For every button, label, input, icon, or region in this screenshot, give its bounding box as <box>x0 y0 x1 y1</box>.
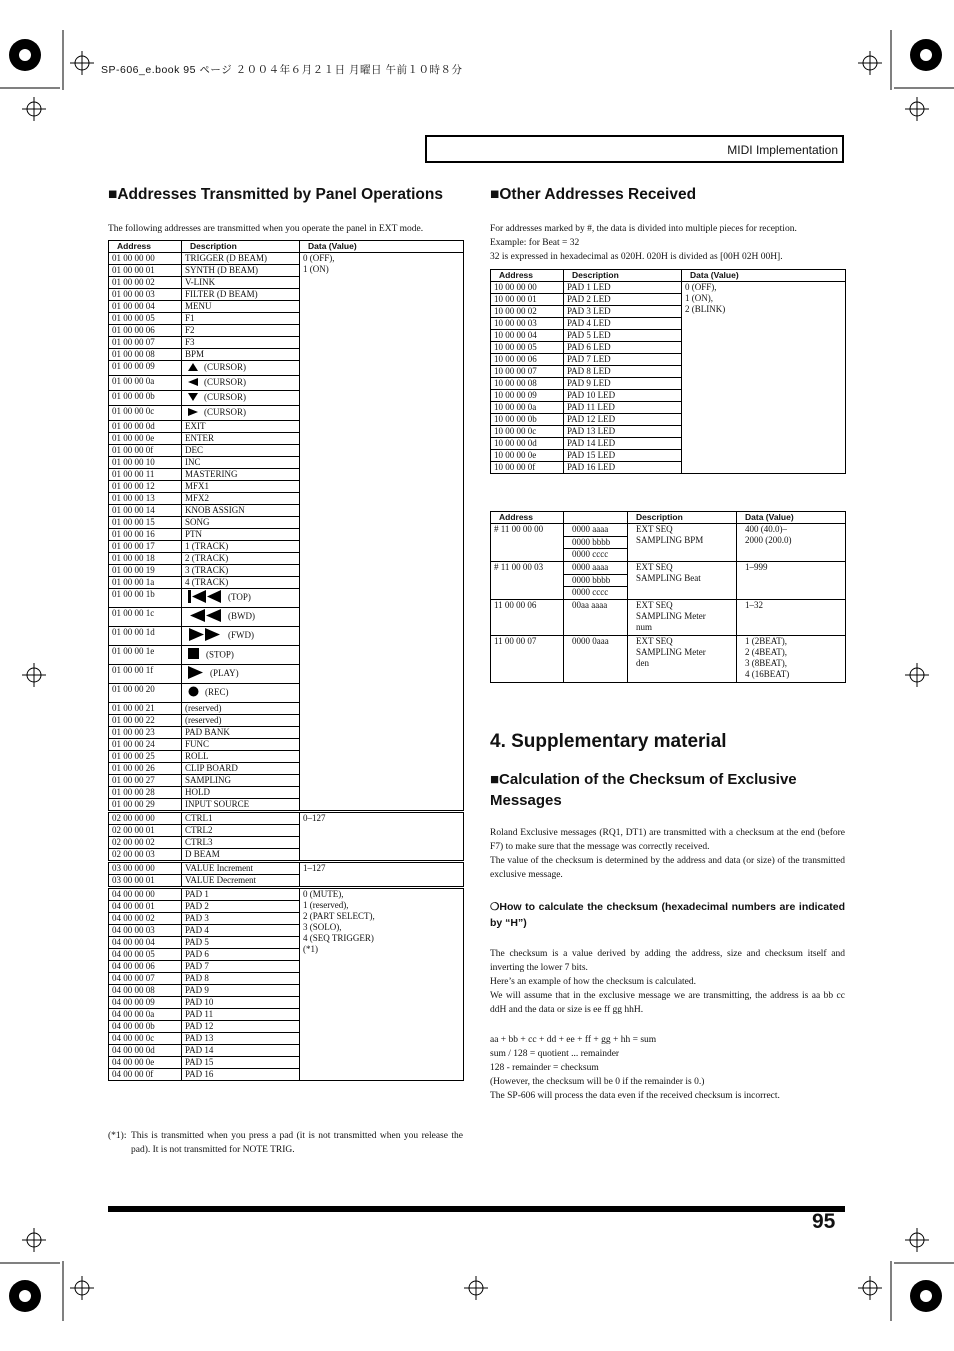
description-cell: HOLD <box>182 787 300 799</box>
description-cell: PAD 3 <box>182 913 300 925</box>
description-cell: F1 <box>182 313 300 325</box>
description-cell: VALUE Decrement <box>182 875 300 888</box>
address-cell: 10 00 00 0c <box>491 426 564 438</box>
col-description: Description <box>628 512 737 524</box>
checksum-formula <box>490 1033 845 1103</box>
table-row <box>491 600 846 636</box>
address-cell: 01 00 00 00 <box>109 253 182 265</box>
description-label: (CURSOR) <box>204 377 247 388</box>
skip-to-top-icon <box>188 590 222 606</box>
fast-forward-icon <box>188 628 222 644</box>
description-cell: MFX2 <box>182 493 300 505</box>
table-row <box>491 524 846 537</box>
description-cell: PAD 3 LED <box>564 306 682 318</box>
formula-line-5: The SP-606 will process the data even if the received checksum is incorrect. <box>490 1091 780 1101</box>
address-cell: 01 00 00 18 <box>109 553 182 565</box>
record-icon <box>188 686 199 700</box>
description-cell <box>182 684 300 703</box>
description-cell: 1 (TRACK) <box>182 541 300 553</box>
formula-line-2: sum / 128 = quotient ... remainder <box>490 1049 620 1059</box>
address-cell: 01 00 00 05 <box>109 313 182 325</box>
address-cell: 01 00 00 17 <box>109 541 182 553</box>
description-cell: MFX1 <box>182 481 300 493</box>
description-cell <box>182 608 300 627</box>
address-cell: 04 00 00 09 <box>109 997 182 1009</box>
triangle-left-icon <box>188 378 198 389</box>
address-cell: 01 00 00 20 <box>109 684 182 703</box>
right-intro <box>490 222 845 264</box>
description-cell: DEC <box>182 445 300 457</box>
description-cell <box>182 376 300 391</box>
description-cell: FUNC <box>182 739 300 751</box>
address-cell: 01 00 00 22 <box>109 715 182 727</box>
description-cell: EXIT <box>182 421 300 433</box>
description-cell: PAD 9 <box>182 985 300 997</box>
description-cell: PAD 10 LED <box>564 390 682 402</box>
description-cell: F2 <box>182 325 300 337</box>
description-label: (BWD) <box>228 611 255 622</box>
description-cell: PAD 12 <box>182 1021 300 1033</box>
address-cell: 01 00 00 0c <box>109 406 182 421</box>
address-cell: 04 00 00 06 <box>109 961 182 973</box>
address-cell: 01 00 00 0f <box>109 445 182 457</box>
intro-line-2: Example: for Beat = 32 <box>490 238 580 248</box>
address-cell: 03 00 00 00 <box>109 862 182 875</box>
description-cell: PAD 12 LED <box>564 414 682 426</box>
table-row <box>491 562 846 575</box>
para-2: The value of the checksum is determined by the address and data (or size) of the transmitted exclusive message. <box>490 856 845 880</box>
play-icon <box>188 666 204 682</box>
description-cell: F3 <box>182 337 300 349</box>
formula-line-4: (However, the checksum will be 0 if the remainder is 0.) <box>490 1077 705 1087</box>
address-cell: 02 00 00 01 <box>109 825 182 837</box>
checksum-text-block <box>490 826 845 882</box>
footer-rule <box>108 1206 845 1212</box>
address-cell: 10 00 00 0a <box>491 402 564 414</box>
description-cell: EXT SEQ SAMPLING Beat <box>628 562 737 600</box>
address-cell: 01 00 00 24 <box>109 739 182 751</box>
left-intro: The following addresses are transmitted when you operate the panel in EXT mode. <box>108 224 424 234</box>
address-cell: 01 00 00 23 <box>109 727 182 739</box>
description-cell: PAD 14 <box>182 1045 300 1057</box>
address-cell: 01 00 00 21 <box>109 703 182 715</box>
page-number: 95 <box>812 1210 836 1233</box>
col-data-value: Data (Value) <box>300 241 464 253</box>
footnote-text: This is transmitted when you press a pad (it is not transmitted when you release the pad). It is not transmitted for NOTE TRIG. <box>131 1131 463 1155</box>
address-cell: 01 00 00 02 <box>109 277 182 289</box>
table-row <box>491 282 846 294</box>
description-cell <box>182 391 300 406</box>
description-cell: EXT SEQ SAMPLING Meter den <box>628 636 737 683</box>
address-cell: 01 00 00 12 <box>109 481 182 493</box>
address-cell: 04 00 00 0b <box>109 1021 182 1033</box>
address-cell: 01 00 00 1e <box>109 646 182 665</box>
address-cell: 10 00 00 04 <box>491 330 564 342</box>
table-row <box>109 253 464 265</box>
table-row <box>109 888 464 901</box>
value-cell: 1 (2BEAT), 2 (4BEAT), 3 (8BEAT), 4 (16BEAT) <box>737 636 846 683</box>
col-address: Address <box>491 512 564 524</box>
address-cell: 03 00 00 01 <box>109 875 182 888</box>
description-cell: 2 (TRACK) <box>182 553 300 565</box>
description-cell: PAD 5 <box>182 937 300 949</box>
address-cell: 10 00 00 08 <box>491 378 564 390</box>
triangle-down-icon <box>188 393 198 404</box>
description-cell: MENU <box>182 301 300 313</box>
address-cell: 01 00 00 04 <box>109 301 182 313</box>
description-label: (REC) <box>205 687 229 698</box>
description-cell: PAD 8 <box>182 973 300 985</box>
description-cell: V-LINK <box>182 277 300 289</box>
running-header-box <box>425 135 844 163</box>
description-cell: PAD 15 LED <box>564 450 682 462</box>
description-cell <box>182 589 300 608</box>
para-5: We will assume that in the exclusive message we are transmitting, the address is aa bb cc ddH and the data or size is ee ff gg hhH. <box>490 991 845 1015</box>
description-cell: KNOB ASSIGN <box>182 505 300 517</box>
col-address: Address <box>491 270 564 282</box>
byte-cell: 0000 cccc <box>564 549 628 562</box>
checksum-explanation <box>490 947 845 1017</box>
address-cell: 10 00 00 03 <box>491 318 564 330</box>
address-cell: 01 00 00 11 <box>109 469 182 481</box>
description-cell: CLIP BOARD <box>182 763 300 775</box>
address-cell: 01 00 00 13 <box>109 493 182 505</box>
description-label: (FWD) <box>228 630 254 641</box>
value-cell: 0–127 <box>300 812 464 862</box>
ext-seq-table <box>490 511 846 683</box>
triangle-up-icon <box>188 363 198 374</box>
address-cell: 04 00 00 08 <box>109 985 182 997</box>
description-cell: PTN <box>182 529 300 541</box>
address-cell: 01 00 00 29 <box>109 799 182 812</box>
description-label: (CURSOR) <box>204 392 247 403</box>
address-cell: 02 00 00 02 <box>109 837 182 849</box>
description-cell: INC <box>182 457 300 469</box>
para-3: The checksum is a value derived by adding the address, size and checksum itself and inverting the lower 7 bits. <box>490 949 845 973</box>
address-cell: 01 00 00 14 <box>109 505 182 517</box>
address-cell: 10 00 00 02 <box>491 306 564 318</box>
byte-cell: 00aa aaaa <box>564 600 628 636</box>
address-cell: 10 00 00 0b <box>491 414 564 426</box>
rewind-icon <box>188 609 222 625</box>
description-cell: 4 (TRACK) <box>182 577 300 589</box>
address-cell: 01 00 00 09 <box>109 361 182 376</box>
byte-cell: 0000 aaaa <box>564 562 628 575</box>
description-cell: (reserved) <box>182 715 300 727</box>
print-header: SP-606_e.book 95 ページ ２００４年６月２１日 月曜日 午前１０時８分 <box>101 64 463 76</box>
address-cell: 11 00 00 07 <box>491 636 564 683</box>
description-cell: PAD 9 LED <box>564 378 682 390</box>
address-cell: 01 00 00 03 <box>109 289 182 301</box>
address-cell: # 11 00 00 03 <box>491 562 564 600</box>
table-row <box>491 636 846 683</box>
led-address-table <box>490 269 846 474</box>
description-cell: CTRL1 <box>182 812 300 825</box>
byte-cell: 0000 bbbb <box>564 574 628 587</box>
triangle-right-icon <box>188 408 198 419</box>
address-cell: 01 00 00 1a <box>109 577 182 589</box>
intro-line-1: For addresses marked by #, the data is divided into multiple pieces for reception. <box>490 224 797 234</box>
address-cell: 01 00 00 19 <box>109 565 182 577</box>
address-cell: 10 00 00 01 <box>491 294 564 306</box>
address-cell: 01 00 00 0a <box>109 376 182 391</box>
description-cell: PAD 6 <box>182 949 300 961</box>
description-cell: PAD 4 LED <box>564 318 682 330</box>
table-row <box>109 812 464 825</box>
address-cell: 01 00 00 08 <box>109 349 182 361</box>
address-cell: 04 00 00 05 <box>109 949 182 961</box>
address-cell: 11 00 00 06 <box>491 600 564 636</box>
value-cell: 1–32 <box>737 600 846 636</box>
address-cell: 01 00 00 1c <box>109 608 182 627</box>
byte-cell: 0000 bbbb <box>564 536 628 549</box>
table-row <box>109 862 464 875</box>
description-cell: VALUE Increment <box>182 862 300 875</box>
address-cell: 01 00 00 0d <box>109 421 182 433</box>
col-description: Description <box>182 241 300 253</box>
description-cell: PAD 11 LED <box>564 402 682 414</box>
col-data-value: Data (Value) <box>682 270 846 282</box>
address-cell: 10 00 00 0d <box>491 438 564 450</box>
description-cell: MASTERING <box>182 469 300 481</box>
how-to-heading: ❍How to calculate the checksum (hexadecimal numbers are indicated by “H”) <box>490 901 845 929</box>
address-cell: 10 00 00 06 <box>491 354 564 366</box>
formula-line-1: aa + bb + cc + dd + ee + ff + gg + hh = sum <box>490 1035 657 1045</box>
description-cell: PAD 6 LED <box>564 342 682 354</box>
address-cell: 10 00 00 09 <box>491 390 564 402</box>
address-cell: 01 00 00 1b <box>109 589 182 608</box>
address-cell: 10 00 00 07 <box>491 366 564 378</box>
running-header: MIDI Implementation <box>727 143 838 157</box>
description-cell: 3 (TRACK) <box>182 565 300 577</box>
description-label: (CURSOR) <box>204 407 247 418</box>
address-cell: 01 00 00 16 <box>109 529 182 541</box>
description-cell: (reserved) <box>182 703 300 715</box>
description-cell: PAD 2 LED <box>564 294 682 306</box>
address-cell: # 11 00 00 00 <box>491 524 564 562</box>
left-section-heading: ■Addresses Transmitted by Panel Operations <box>108 186 443 203</box>
description-cell: SAMPLING <box>182 775 300 787</box>
right-section-heading: ■Other Addresses Received <box>490 186 697 203</box>
description-cell: EXT SEQ SAMPLING BPM <box>628 524 737 562</box>
address-cell: 01 00 00 07 <box>109 337 182 349</box>
description-cell: INPUT SOURCE <box>182 799 300 812</box>
address-cell: 10 00 00 00 <box>491 282 564 294</box>
byte-cell: 0000 0aaa <box>564 636 628 683</box>
address-cell: 04 00 00 0f <box>109 1069 182 1081</box>
address-cell: 04 00 00 00 <box>109 888 182 901</box>
col-data-value: Data (Value) <box>737 512 846 524</box>
description-cell: PAD 15 <box>182 1057 300 1069</box>
col-blank <box>564 512 628 524</box>
value-cell: 0 (OFF), 1 (ON) <box>300 253 464 812</box>
address-cell: 01 00 00 06 <box>109 325 182 337</box>
description-cell: CTRL3 <box>182 837 300 849</box>
value-cell: 1–999 <box>737 562 846 600</box>
description-cell: PAD 13 LED <box>564 426 682 438</box>
value-cell: 400 (40.0)– 2000 (200.0) <box>737 524 846 562</box>
address-cell: 04 00 00 07 <box>109 973 182 985</box>
description-cell: TRIGGER (D BEAM) <box>182 253 300 265</box>
description-cell: PAD 7 <box>182 961 300 973</box>
footnote-marker: (*1): <box>108 1131 127 1141</box>
description-cell: PAD 10 <box>182 997 300 1009</box>
address-cell: 02 00 00 03 <box>109 849 182 862</box>
description-cell: ENTER <box>182 433 300 445</box>
chapter-title: 4. Supplementary material <box>490 731 727 752</box>
byte-cell: 0000 aaaa <box>564 524 628 537</box>
description-cell: PAD 8 LED <box>564 366 682 378</box>
address-cell: 01 00 00 27 <box>109 775 182 787</box>
byte-cell: 0000 cccc <box>564 587 628 600</box>
address-cell: 04 00 00 0d <box>109 1045 182 1057</box>
description-cell: ROLL <box>182 751 300 763</box>
description-cell: PAD 13 <box>182 1033 300 1045</box>
para-4: Here’s an example of how the checksum is calculated. <box>490 977 697 987</box>
col-description: Description <box>564 270 682 282</box>
description-label: (STOP) <box>206 649 234 660</box>
description-cell: PAD 16 <box>182 1069 300 1081</box>
description-cell: PAD 11 <box>182 1009 300 1021</box>
address-cell: 01 00 00 1d <box>109 627 182 646</box>
description-cell: PAD 14 LED <box>564 438 682 450</box>
address-cell: 01 00 00 01 <box>109 265 182 277</box>
description-cell <box>182 406 300 421</box>
value-cell: 0 (OFF), 1 (ON), 2 (BLINK) <box>682 282 846 474</box>
address-cell: 01 00 00 0b <box>109 391 182 406</box>
description-cell: PAD 5 LED <box>564 330 682 342</box>
address-cell: 04 00 00 0e <box>109 1057 182 1069</box>
address-cell: 02 00 00 00 <box>109 812 182 825</box>
address-cell: 04 00 00 01 <box>109 901 182 913</box>
description-label: (TOP) <box>228 592 251 603</box>
description-cell: SONG <box>182 517 300 529</box>
address-cell: 01 00 00 15 <box>109 517 182 529</box>
address-cell: 01 00 00 0e <box>109 433 182 445</box>
stop-icon <box>188 648 200 663</box>
para-1: Roland Exclusive messages (RQ1, DT1) are transmitted with a checksum at the end (before F7) to make sure that the message was correctly received. <box>490 828 845 852</box>
description-cell: CTRL2 <box>182 825 300 837</box>
description-cell: PAD 1 <box>182 888 300 901</box>
address-cell: 04 00 00 03 <box>109 925 182 937</box>
address-cell: 04 00 00 0a <box>109 1009 182 1021</box>
address-cell: 04 00 00 0c <box>109 1033 182 1045</box>
description-cell: PAD 4 <box>182 925 300 937</box>
address-cell: 01 00 00 28 <box>109 787 182 799</box>
description-cell: SYNTH (D BEAM) <box>182 265 300 277</box>
description-cell: FILTER (D BEAM) <box>182 289 300 301</box>
description-cell <box>182 627 300 646</box>
address-cell: 10 00 00 0e <box>491 450 564 462</box>
description-cell: EXT SEQ SAMPLING Meter num <box>628 600 737 636</box>
panel-address-table <box>108 240 464 1081</box>
value-cell: 1–127 <box>300 862 464 888</box>
description-label: (CURSOR) <box>204 362 247 373</box>
formula-line-3: 128 - remainder = checksum <box>490 1063 599 1073</box>
address-cell: 01 00 00 26 <box>109 763 182 775</box>
address-cell: 01 00 00 10 <box>109 457 182 469</box>
description-cell: PAD BANK <box>182 727 300 739</box>
address-cell: 01 00 00 25 <box>109 751 182 763</box>
address-cell: 10 00 00 05 <box>491 342 564 354</box>
description-cell: PAD 7 LED <box>564 354 682 366</box>
description-cell: PAD 1 LED <box>564 282 682 294</box>
description-cell: PAD 2 <box>182 901 300 913</box>
address-cell: 01 00 00 1f <box>109 665 182 684</box>
address-cell: 10 00 00 0f <box>491 462 564 474</box>
address-cell: 04 00 00 04 <box>109 937 182 949</box>
value-cell: 0 (MUTE), 1 (reserved), 2 (PART SELECT), 3 (SOLO), 4 (SEQ TRIGGER) (*1) <box>300 888 464 1081</box>
description-cell: BPM <box>182 349 300 361</box>
description-cell <box>182 646 300 665</box>
description-cell: D BEAM <box>182 849 300 862</box>
col-address: Address <box>109 241 182 253</box>
description-cell: PAD 16 LED <box>564 462 682 474</box>
intro-line-3: 32 is expressed in hexadecimal as 020H. 020H is divided as [00H 02H 00H]. <box>490 252 783 262</box>
description-cell <box>182 665 300 684</box>
description-label: (PLAY) <box>210 668 239 679</box>
description-cell <box>182 361 300 376</box>
checksum-heading: ■Calculation of the Checksum of Exclusive Messages <box>490 771 797 809</box>
address-cell: 04 00 00 02 <box>109 913 182 925</box>
